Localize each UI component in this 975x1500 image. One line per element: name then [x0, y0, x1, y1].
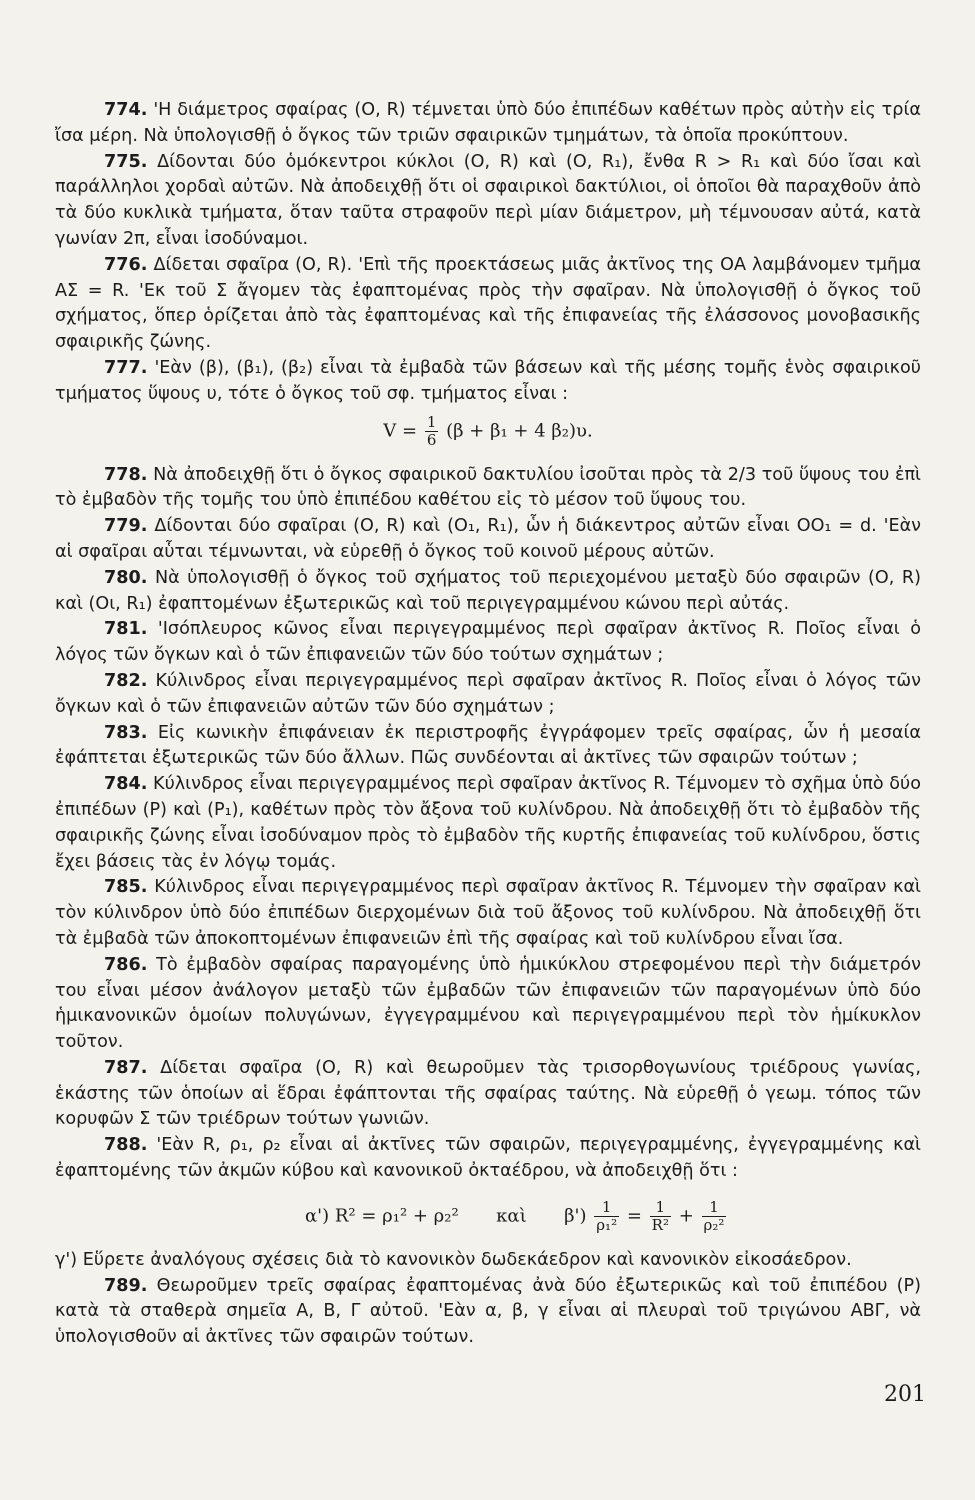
problem-775 — [55, 150, 921, 253]
problem-782 — [55, 669, 921, 721]
problem-number: 786. — [104, 954, 148, 975]
problem-788-part-c: γ') Εὕρετε ἀναλόγους σχέσεις διὰ τὸ κανονικὸν δωδεκάεδρον καὶ κανονικὸν εἰκοσάεδρον. — [55, 1249, 852, 1270]
fraction-denominator: R² — [651, 1215, 669, 1234]
formula-part-a: α') R² = ρ₁² + ρ₂² — [305, 1205, 459, 1227]
formula-rhs: (β + β₁ + 4 β₂)υ. — [446, 420, 593, 442]
fraction-denominator: ρ₁² — [596, 1215, 618, 1234]
problem-number: 776. — [104, 254, 148, 275]
formula-part-b-label: β') — [564, 1205, 587, 1227]
problem-774 — [55, 98, 921, 150]
formula-connector: καὶ — [496, 1205, 527, 1227]
problem-781 — [55, 617, 921, 669]
page-number: 201 — [884, 1382, 926, 1407]
problem-text: Εἰς κωνικὴν ἐπιφάνειαν ἐκ περιστροφῆς ἐγγράφομεν τρεῖς σφαίρας, ὧν ἡ μεσαία ἐφάπτεται ἐξωτερικῶς τῶν δύο ἄλλων. Πῶς συνδέονται αἱ ἀκτῖνες τῶν σφαιρῶν τούτων ; — [55, 722, 921, 769]
fraction-one-over-rho2-squared — [702, 1199, 727, 1234]
problem-number: 785. — [104, 877, 148, 898]
problem-text: Κύλινδρος εἶναι περιγεγραμμένος περὶ σφαῖραν ἀκτῖνος R. Τέμνομεν τὴν σφαῖραν καὶ τὸν κύλινδρον ὑπὸ δύο ἐπιπέδων διερχομένων διὰ τοῦ ἄξονος τοῦ κυλίνδρου. Νὰ ἀποδειχθῇ ὅτι τὰ ἐμβαδὰ τῶν ἀποκοπτομένων ἐπιφανειῶν ἐπὶ τῆς σφαίρας καὶ τοῦ κυλίνδρου εἶναι ἴσα. — [55, 877, 922, 949]
problem-text: Τὸ ἐμβαδὸν σφαίρας παραγομένης ὑπὸ ἡμικύκλου στρεφομένου περὶ τὴν διάμετρόν του εἶναι μέσον ἀνάλογον μεταξὺ τῶν ἐμβαδῶν τῶν ἐπιφανειῶν τῶν παραγομένων ὑπὸ δύο ἡμικανονικῶν ὁμοίων πολυγώνων, ἐγγεγραμμένου καὶ περιγεγραμμένου περὶ τὸν ἡμίκυκλον τοῦτον. — [55, 954, 922, 1053]
problem-783 — [55, 721, 921, 773]
problem-text: Δίδονται δύο ὁμόκεντροι κύκλοι (Ο, R) καὶ (Ο, R₁), ἔνθα R > R₁ καὶ δύο ἴσαι καὶ παράλληλοι χορδαὶ αὐτῶν. Νὰ ἀποδειχθῇ ὅτι οἱ σφαιρικοὶ δακτύλιοι, οἱ ὁποῖοι θὰ παραχθοῦν ἀπὸ τὰ δύο κυκλικὰ τμήματα, ὅταν ταῦτα στραφοῦν περὶ μίαν διάμετρον, μὴ τέμνουσαν αὐτά, κατὰ γωνίαν 2π, εἶναι ἰσοδύναμοι. — [55, 151, 922, 249]
problem-779 — [55, 514, 921, 566]
problem-number: 787. — [104, 1057, 148, 1078]
problem-785 — [55, 875, 921, 952]
problem-text: 'Εὰν R, ρ₁, ρ₂ εἶναι αἱ ἀκτῖνες τῶν σφαιρῶν, περιγεγραμμένης, ἐγγεγραμμένης καὶ ἐφαπτομένης τῶν ἀκμῶν κύβου καὶ κανονικοῦ ὀκταέδρου, νὰ ἀποδειχθῇ ὅτι : — [55, 1135, 922, 1182]
fraction-one-over-r-squared — [650, 1199, 671, 1234]
exercise-list — [55, 98, 921, 1351]
problem-number: 778. — [104, 464, 148, 485]
problem-number: 783. — [104, 722, 148, 743]
problem-text: Θεωροῦμεν τρεῖς σφαίρας ἐφαπτομένας ἀνὰ δύο ἐξωτερικῶς καὶ τοῦ ἐπιπέδου (Ρ) κατὰ τὰ σταθερὰ σημεῖα Α, Β, Γ αὐτοῦ. 'Εὰν α, β, γ εἶναι αἱ πλευραὶ τοῦ τριγώνου ΑΒΓ, νὰ ὑπολογισθοῦν αἱ ἀκτῖνες τῶν σφαιρῶν τούτων. — [55, 1275, 921, 1348]
problem-789 — [55, 1274, 921, 1351]
formula-788 — [305, 1199, 921, 1234]
fraction-one-sixth — [425, 414, 439, 449]
problem-number: 777. — [104, 357, 148, 378]
problem-text: Νὰ ἀποδειχθῇ ὅτι ὁ ὄγκος σφαιρικοῦ δακτυλίου ἰσοῦται πρὸς τὰ 2/3 τοῦ ὕψους του ἐπὶ τὸ ἐμβαδὸν τῆς τομῆς του ὑπὸ ἐπιπέδου καθέτου εἰς τὸ μέσον τοῦ ὕψους του. — [55, 464, 922, 511]
problem-776 — [55, 253, 921, 356]
fraction-one-over-rho1-squared — [594, 1199, 619, 1234]
problem-number: 779. — [104, 516, 148, 537]
problem-number: 780. — [104, 567, 148, 588]
problem-text: Κύλινδρος εἶναι περιγεγραμμένος περὶ σφαῖραν ἀκτῖνος R. Ποῖος εἶναι ὁ λόγος τῶν ὄγκων καὶ ὁ τῶν ἐπιφανειῶν αὐτῶν τῶν δύο σχημάτων ; — [55, 670, 921, 717]
problem-number: 774. — [104, 100, 148, 120]
problem-text: Κύλινδρος εἶναι περιγεγραμμένος περὶ σφαῖραν ἀκτῖνος R. Τέμνομεν τὸ σχῆμα ὑπὸ δύο ἐπιπέδων (Ρ) καὶ (Ρ₁), καθέτων πρὸς τὸν ἄξονα τοῦ κυλίνδρου. Νὰ ἀποδειχθῇ ὅτι τὸ ἐμβαδὸν τῆς σφαιρικῆς ζώνης εἶναι ἰσοδύναμον πρὸς τὸ ἐμβαδὸν τῆς κυρτῆς ἐπιφανείας τοῦ κυλίνδρου, ὅστις ἔχει βάσεις τὰς ἐν λόγῳ τομάς. — [55, 774, 921, 872]
problem-787 — [55, 1056, 921, 1133]
problem-text: 'Η διάμετρος σφαίρας (Ο, R) τέμνεται ὑπὸ δύο ἐπιπέδων καθέτων πρὸς αὐτὴν εἰς τρία ἴσα μέρη. Νὰ ὑπολογισθῇ ὁ ὄγκος τῶν τριῶν σφαιρικῶν τμημάτων, τὰ ὁποῖα προκύπτουν. — [55, 100, 921, 146]
problem-788 — [55, 1133, 921, 1185]
problem-780 — [55, 566, 921, 618]
fraction-denominator: ρ₂² — [703, 1215, 725, 1234]
fraction-denominator: 6 — [426, 430, 437, 449]
problem-number: 775. — [104, 151, 148, 172]
problem-786 — [55, 953, 921, 1056]
problem-text: 'Ισόπλευρος κῶνος εἶναι περιγεγραμμένος περὶ σφαῖραν ἀκτῖνος R. Ποῖος εἶναι ὁ λόγος τῶν ὄγκων καὶ ὁ τῶν ἐπιφανειῶν τῶν δύο τούτων σχημάτων ; — [55, 619, 921, 666]
fraction-numerator: 1 — [650, 1199, 671, 1217]
formula-equals: = — [626, 1205, 642, 1227]
problem-text: Δίδεται σφαῖρα (Ο, R) καὶ θεωροῦμεν τὰς τρισορθογωνίους τριέδρους γωνίας, ἑκάστης τῶν ὁποίων αἱ ἕδραι ἐφάπτονται τῆς σφαίρας ταύτης. Νὰ εὑρεθῇ ὁ γεωμ. τόπος τῶν κορυφῶν Σ τῶν τριέδρων τούτων γωνιῶν. — [55, 1057, 922, 1130]
problem-text: Νὰ ὑπολογισθῇ ὁ ὄγκος τοῦ σχήματος τοῦ περιεχομένου μεταξὺ δύο σφαιρῶν (Ο, R) καὶ (Οι, R₁) ἐφαπτομένων ἐξωτερικῶς καὶ τοῦ περιγεγραμμένου κώνου περὶ αὐτάς. — [55, 567, 921, 614]
problem-784 — [55, 772, 921, 875]
problem-number: 784. — [104, 774, 148, 795]
problem-number: 781. — [104, 619, 148, 640]
fraction-numerator: 1 — [702, 1199, 727, 1217]
problem-text: Δίδεται σφαῖρα (Ο, R). 'Επὶ τῆς προεκτάσεως μιᾶς ἀκτῖνος της ΟΑ λαμβάνομεν τμῆμα ΑΣ = R. 'Εκ τοῦ Σ ἄγομεν τὰς ἐφαπτομένας πρὸς τὴν σφαῖραν. Νὰ ὑπολογισθῇ ὁ ὄγκος τοῦ σχήματος, ὅπερ ὁρίζεται ἀπὸ τὰς ἐφαπτομένας καὶ τῆς ἐπιφανείας τῆς ἐλάσσονος μονοβασικῆς σφαιρικῆς ζώνης. — [55, 254, 922, 353]
problem-text: 'Εὰν (β), (β₁), (β₂) εἶναι τὰ ἐμβαδὰ τῶν βάσεων καὶ τῆς μέσης τομῆς ἑνὸς σφαιρικοῦ τμήματος ὕψους υ, τότε ὁ ὄγκος τοῦ σφ. τμήματος εἶναι : — [55, 357, 921, 404]
problem-number: 789. — [104, 1275, 148, 1296]
fraction-numerator: 1 — [594, 1199, 619, 1217]
formula-777 — [55, 414, 921, 449]
problem-778 — [55, 463, 921, 515]
formula-plus: + — [678, 1205, 694, 1227]
formula-lhs: V = — [383, 420, 418, 442]
problem-number: 788. — [104, 1135, 148, 1156]
fraction-numerator: 1 — [426, 412, 437, 431]
problem-text: Δίδονται δύο σφαῖραι (Ο, R) καὶ (Ο₁, R₁), ὧν ἡ διάκεντρος αὐτῶν εἶναι ΟΟ₁ = d. 'Εὰν αἱ σφαῖραι αὗται τέμνωνται, νὰ εὑρεθῇ ὁ ὄγκος τοῦ κοινοῦ μέρους αὐτῶν. — [55, 516, 922, 562]
problem-777 — [55, 356, 921, 408]
problem-number: 782. — [104, 670, 148, 691]
